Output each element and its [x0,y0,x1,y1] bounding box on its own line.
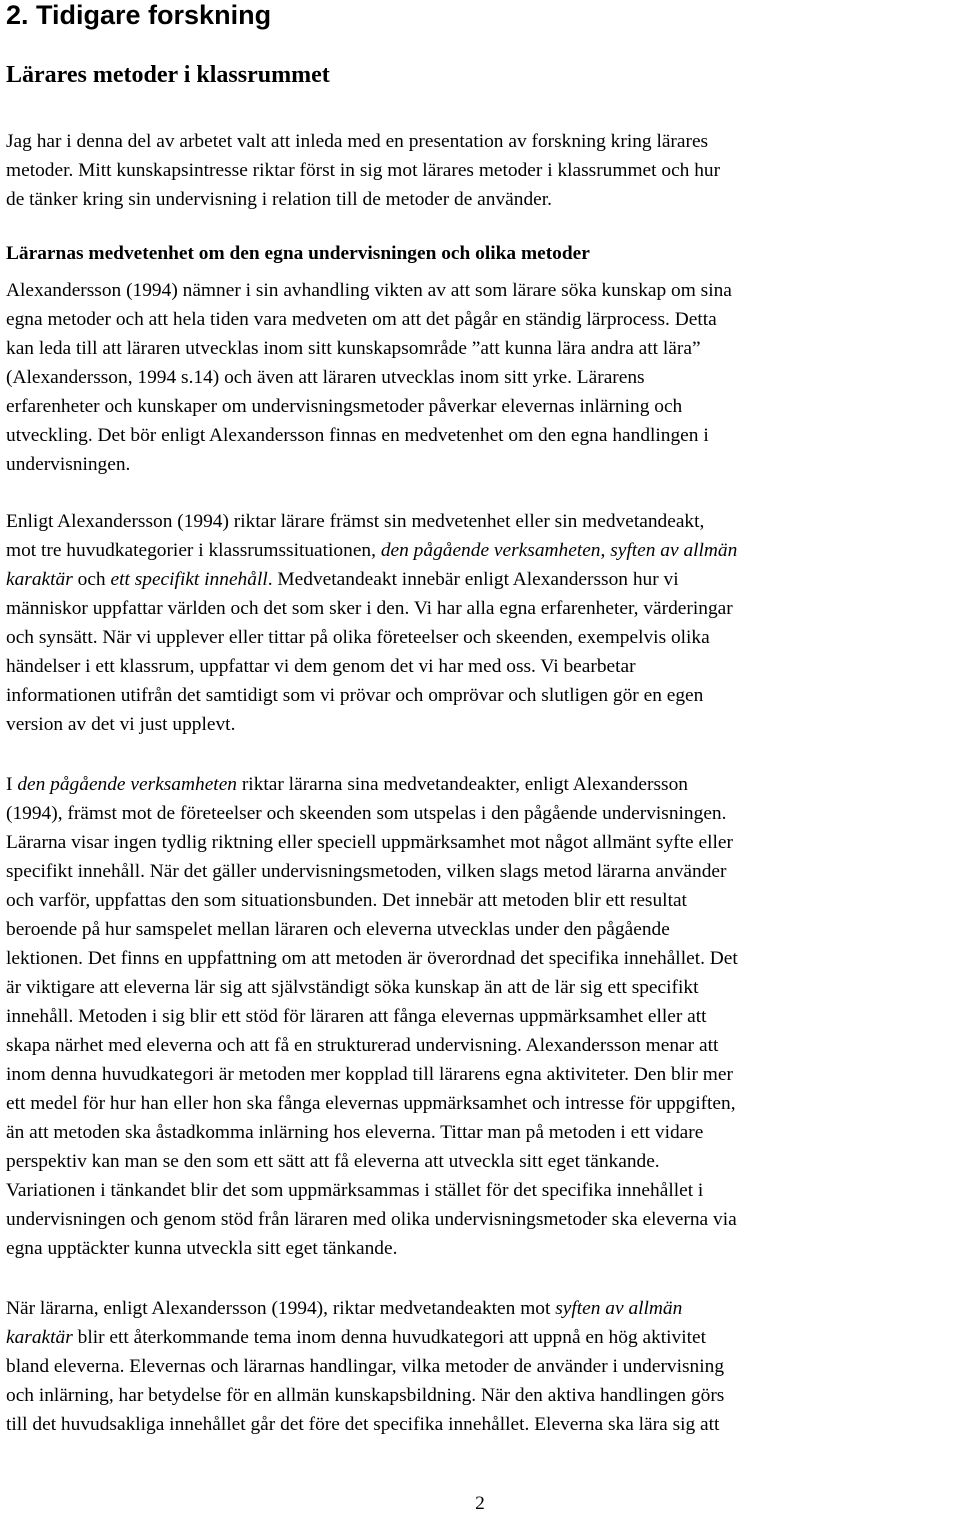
section-title: 2. Tidigare forskning [6,0,272,30]
emphasis-text: syften av allmän [610,540,738,561]
text-line: än att metoden ska åstadkomma inlärning hos eleverna. Tittar man på metoden i ett vidare [6,1122,704,1143]
emphasis-text: syften av allmän [555,1298,683,1319]
text-line: skapa närhet med eleverna och att få en strukturerad undervisning. Alexandersson menar att [6,1035,719,1056]
text-line: Variationen i tänkandet blir det som uppmärksammas i stället för det specifika innehållet i [6,1180,704,1201]
text-run: I [6,774,18,795]
paragraph-4 [6,1294,958,1439]
text-line: undervisningen. [6,454,131,475]
paragraph-3 [6,770,958,1263]
text-line: Alexandersson (1994) nämner i sin avhandling vikten av att som lärare söka kunskap om sina [6,280,732,301]
sub-heading: Lärarnas medvetenhet om den egna undervisningen och olika metoder [6,243,590,264]
emphasis-text: karaktär [6,1327,73,1348]
text-run: och [72,569,111,590]
text-line: Jag har i denna del av arbetet valt att inleda med en presentation av forskning kring lärares [6,131,709,152]
text-line: de tänker kring sin undervisning i relation till de metoder de använder. [6,189,553,210]
text-line: är viktigare att eleverna lär sig att självständigt söka kunskap än att de lär sig ett specifikt [6,977,699,998]
text-line: ett medel för hur han eller hon ska fånga elevernas uppmärksamhet och intresse för uppgiften, [6,1093,736,1114]
text-run: , [600,540,611,561]
text-run: riktar lärarna sina medvetandeakter, enligt Alexandersson [237,774,688,795]
text-line: Lärarna visar ingen tydlig riktning eller speciell uppmärksamhet mot något allmänt syfte eller [6,832,733,853]
intro-paragraph [6,127,958,214]
text-line: egna metoder och att hela tiden vara medveten om att det pågår en ständig lärprocess. Detta [6,309,717,330]
text-line [6,1294,958,1323]
text-line: utveckling. Det bör enligt Alexandersson finnas en medvetenhet om den egna handlingen i [6,425,709,446]
paragraph-1 [6,276,958,479]
text-line: innehåll. Metoden i sig blir ett stöd för läraren att fånga elevernas uppmärksamhet eller att [6,1006,707,1027]
subsection-title: Lärares metoder i klassrummet [6,62,330,88]
text-run: blir ett återkommande tema inom denna huvudkategori att uppnå en hög aktivitet [72,1327,707,1348]
text-line: undervisningen och genom stöd från läraren med olika undervisningsmetoder ska eleverna via [6,1209,737,1230]
text-line: och synsätt. När vi upplever eller tittar på olika företeelser och skeenden, exempelvis olika [6,627,710,648]
text-run: mot tre huvudkategorier i klassrumssituationen, [6,540,381,561]
text-line: erfarenheter och kunskaper om undervisningsmetoder påverkar elevernas inlärning och [6,396,683,417]
text-line: Enligt Alexandersson (1994) riktar lärare främst sin medvetenhet eller sin medvetandeakt, [6,511,705,532]
text-line: inom denna huvudkategori är metoden mer kopplad till lärarens egna aktiviteter. Den blir mer [6,1064,733,1085]
text-line: metoder. Mitt kunskapsintresse riktar först in sig mot lärares metoder i klassrummet och hur [6,160,721,181]
emphasis-text: karaktär [6,569,73,590]
text-line: perspektiv kan man se den som ett sätt att få eleverna att utveckla sitt eget tänkande. [6,1151,660,1172]
text-line: och varför, uppfattas den som situationsbunden. Det innebär att metoden blir ett resultat [6,890,687,911]
emphasis-text: den pågående verksamheten [17,774,237,795]
text-line: version av det vi just upplevt. [6,714,236,735]
text-line: specifikt innehåll. När det gäller undervisningsmetoden, vilken slags metod lärarna använder [6,861,727,882]
text-line: till det huvudsakliga innehållet går det före det specifika innehållet. Eleverna ska lära sig att [6,1414,720,1435]
text-run: . Medvetandeakt innebär enligt Alexandersson hur vi [267,569,679,590]
text-line: kan leda till att läraren utvecklas inom sitt kunskapsområde ”att kunna lära andra att lära” [6,338,701,359]
text-line [6,1323,958,1352]
text-line: och inlärning, har betydelse för en allmän kunskapsbildning. När den aktiva handlingen görs [6,1385,725,1406]
text-line: egna upptäckter kunna utveckla sitt eget tänkande. [6,1238,398,1259]
page-number: 2 [475,1493,485,1514]
text-run: När lärarna, enligt Alexandersson (1994), riktar medvetandeakten mot [6,1298,556,1319]
text-line: bland eleverna. Elevernas och lärarnas handlingar, vilka metoder de använder i undervisning [6,1356,725,1377]
text-line [6,770,958,799]
text-line: (1994), främst mot de företeelser och skeenden som utspelas i den pågående undervisningen. [6,803,727,824]
text-line [6,565,958,594]
paragraph-2 [6,507,958,739]
text-line [6,536,958,565]
text-line: händelser i ett klassrum, uppfattar vi dem genom det vi har med oss. Vi bearbetar [6,656,636,677]
text-line: informationen utifrån det samtidigt som vi prövar och omprövar och slutligen gör en egen [6,685,704,706]
emphasis-text: ett specifikt innehåll [110,569,268,590]
text-line: beroende på hur samspelet mellan läraren och eleverna utvecklas under den pågående [6,919,670,940]
emphasis-text: den pågående verksamheten [380,540,601,561]
text-line: (Alexandersson, 1994 s.14) och även att läraren utvecklas inom sitt yrke. Lärarens [6,367,645,388]
text-line: lektionen. Det finns en uppfattning om att metoden är överordnad det specifika innehållet. Det [6,948,738,969]
text-line: människor uppfattar världen och det som sker i den. Vi har alla egna erfarenheter, värderingar [6,598,733,619]
